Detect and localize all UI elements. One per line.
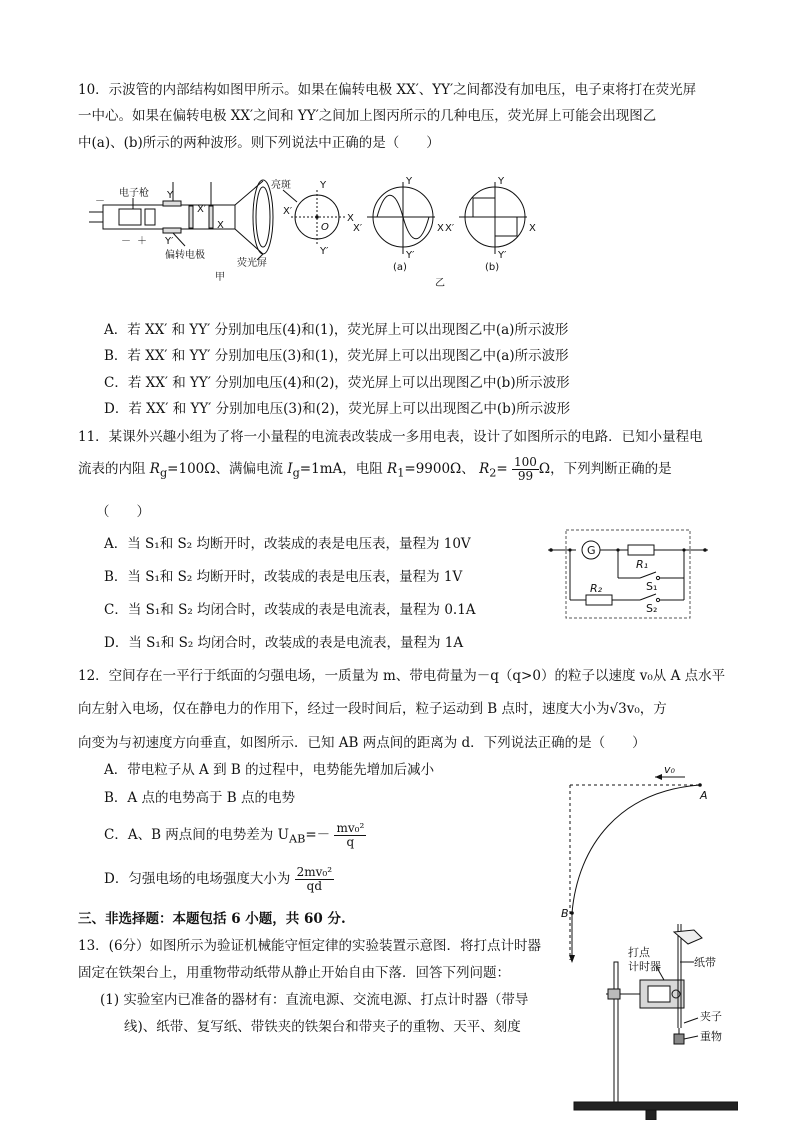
q11-line2 bbox=[78, 456, 672, 483]
q11-option-c: C．当 S₁和 S₂ 均闭合时，改装成的表是电流表，量程为 0.1A bbox=[104, 602, 476, 618]
q12-line2 bbox=[78, 697, 667, 717]
q13-line4: 线)、纸带、复写纸、带铁夹的铁架台和带夹子的重物、天平、刻度 bbox=[124, 1019, 521, 1035]
q12-option-d-numerator: 2mv₀² bbox=[296, 865, 333, 879]
q12-option-d-denominator: qd bbox=[306, 879, 323, 893]
q12-option-c-denominator: q bbox=[346, 835, 355, 849]
q11-ig-symbol: I bbox=[287, 461, 293, 477]
q12-option-d bbox=[104, 866, 334, 893]
q10-a-X: X bbox=[437, 223, 444, 234]
q11-circuit-figure bbox=[548, 528, 708, 623]
q12-line3: 向变为与初速度方向垂直，如图所示．已知 AB 两点间的距离为 d．下列说法正确的是（ ） bbox=[78, 735, 646, 751]
q11-r2-unit: Ω，下列判断正确的是 bbox=[538, 461, 672, 477]
q11-rg-sub: g bbox=[159, 466, 168, 480]
q10-label-minus-left: － bbox=[95, 196, 105, 207]
q11-r2-eq: = bbox=[496, 461, 508, 477]
q13-label-timer1: 打点 bbox=[628, 946, 650, 959]
q13-label-tape: 纸带 bbox=[694, 956, 716, 969]
q10-label-deflect: 偏转电极 bbox=[165, 250, 205, 261]
q10-option-a: A．若 XX′ 和 YY′ 分别加电压(4)和(1)，荧光屏上可以出现图乙中(a)所示波形 bbox=[104, 322, 569, 338]
q13-line1: 13．(6分）如图所示为验证机械能守恒定律的实验装置示意图．将打点计时器 bbox=[78, 938, 542, 954]
q11-r1-value: =9900Ω、 bbox=[404, 461, 475, 477]
q11-rg-symbol: R bbox=[149, 461, 160, 477]
q10-screen-Y: Y bbox=[320, 180, 327, 191]
q12-option-c-eq: =－ bbox=[305, 827, 331, 843]
q12-speed: √3v₀，方 bbox=[609, 701, 667, 717]
q11-line1: 11．某课外兴趣小组为了将一小量程的电流表改装成一多用电表，设计了如图所示的电路．已知小量程电 bbox=[78, 429, 703, 445]
q10-a-Y: Y bbox=[406, 176, 413, 187]
q10-screen-X: X bbox=[347, 213, 354, 224]
q12-option-c-fraction bbox=[334, 822, 366, 849]
q10-label-b: (b) bbox=[485, 262, 500, 273]
q10-label-screen: 荧光屏 bbox=[237, 258, 267, 269]
q10-option-d: D．若 XX′ 和 YY′ 分别加电压(3)和(2)，荧光屏上可以出现图乙中(b)所示波形 bbox=[104, 401, 571, 417]
q10-line2: 一中心。如果在偏转电极 XX′之间和 YY′之间加上图丙所示的几种电压，荧光屏上可能会出现图乙 bbox=[78, 108, 657, 124]
q13-apparatus-figure bbox=[568, 922, 738, 1120]
q12-option-c-text: C．A、B 两点间的电势差为 U bbox=[104, 827, 289, 843]
q11-option-d: D．当 S₁和 S₂ 均闭合时，改装成的表是电流表，量程为 1A bbox=[104, 635, 464, 651]
q10-line3: 中(a)、(b)所示的两种波形。则下列说法中正确的是（ ） bbox=[78, 135, 440, 151]
q10-screen-Yp: Y′ bbox=[320, 246, 329, 257]
q11-label-s2: S₂ bbox=[646, 602, 658, 615]
q11-paren: （ ） bbox=[96, 504, 150, 520]
q12-label-v0: v₀ bbox=[664, 765, 675, 776]
q11-r2-sub: 2 bbox=[489, 466, 497, 480]
q10-tube-Xp: X′ bbox=[197, 204, 207, 215]
q12-line1: 12．空间存在一平行于纸面的匀强电场，一质量为 m、带电荷量为－q（q>0）的粒子以速度 v₀从 A 点水平 bbox=[78, 668, 726, 684]
q11-r1-symbol: R bbox=[387, 461, 398, 477]
q11-r1-sub: 1 bbox=[397, 466, 405, 480]
q10-b-X: X bbox=[529, 223, 536, 234]
q10-line1: 10．示波管的内部结构如图甲所示。如果在偏转电极 XX′、YY′之间都没有加电压，电子束将打在荧光屏 bbox=[78, 82, 697, 98]
q11-r2-numerator: 100 bbox=[514, 455, 537, 469]
q10-a-Xp: X′ bbox=[353, 223, 363, 234]
q12-option-c-sub: AB bbox=[288, 832, 306, 846]
q13-line3: (1) 实验室内已准备的器材有：直流电源、交流电源、打点计时器（带导 bbox=[100, 992, 529, 1008]
q13-label-clip: 夹子 bbox=[700, 1010, 722, 1023]
q11-label-s1: S₁ bbox=[646, 580, 658, 593]
q11-ig-value: =1mA，电阻 bbox=[299, 461, 383, 477]
q10-b-Yp: Y′ bbox=[498, 250, 507, 261]
q12-label-a: A bbox=[700, 789, 708, 802]
q12-option-b: B．A 点的电势高于 B 点的电势 bbox=[104, 790, 295, 806]
q11-galvanometer: G bbox=[587, 544, 596, 557]
section-3-title: 三、非选择题：本题包括 6 小题，共 60 分. bbox=[78, 911, 346, 927]
q12-option-c bbox=[104, 822, 366, 849]
q10-option-b: B．若 XX′ 和 YY′ 分别加电压(3)和(1)，荧光屏上可以出现图乙中(a)所示波形 bbox=[104, 348, 569, 364]
q10-label-minus: － bbox=[121, 236, 131, 247]
q10-label-spot: 亮斑 bbox=[271, 180, 291, 191]
q11-text-intro: 流表的内阻 bbox=[78, 461, 146, 477]
q10-label-gun: 电子枪 bbox=[119, 188, 149, 199]
q10-a-Yp: Y′ bbox=[406, 250, 415, 261]
q10-screen-Xp: X′ bbox=[283, 206, 293, 217]
q11-label-r1: R₁ bbox=[636, 558, 649, 571]
q10-label-jia: 甲 bbox=[215, 272, 225, 283]
q12-option-c-numerator: mv₀² bbox=[336, 821, 365, 835]
q10-label-yi: 乙 bbox=[435, 278, 445, 289]
q11-r2-fraction bbox=[512, 456, 539, 483]
q10-screen-O: O bbox=[321, 222, 329, 233]
q10-tube-Y: Y bbox=[167, 190, 174, 201]
q10-tube-Yp: Y′ bbox=[165, 236, 174, 247]
q11-r2-symbol: R bbox=[479, 461, 490, 477]
q10-b-Y: Y bbox=[498, 176, 505, 187]
q11-option-b: B．当 S₁和 S₂ 均断开时，改装成的表是电压表，量程为 1V bbox=[104, 569, 463, 585]
q10-label-a: (a) bbox=[393, 262, 407, 273]
q12-label-b: B bbox=[561, 907, 569, 920]
q13-line2: 固定在铁架台上，用重物带动纸带从静止开始自由下落．回答下列问题： bbox=[78, 965, 510, 981]
q10-figure bbox=[85, 168, 555, 293]
q12-option-d-fraction bbox=[295, 866, 334, 893]
q13-label-weight: 重物 bbox=[700, 1030, 722, 1043]
q10-option-c: C．若 XX′ 和 YY′ 分别加电压(4)和(2)，荧光屏上可以出现图乙中(b)所示波形 bbox=[104, 375, 570, 391]
q11-ig-sub: g bbox=[292, 466, 300, 480]
q12-option-a: A．带电粒子从 A 到 B 的过程中，电势能先增加后减小 bbox=[104, 762, 435, 778]
q10-tube-X: X bbox=[217, 220, 224, 231]
q13-label-timer2: 计时器 bbox=[628, 960, 661, 973]
q10-label-plus: ＋ bbox=[137, 236, 147, 247]
q11-label-r2: R₂ bbox=[590, 582, 603, 595]
q12-line2-text: 向左射入电场，仅在静电力的作用下，经过一段时间后，粒子运动到 B 点时，速度大小为 bbox=[78, 701, 610, 717]
q10-b-Xp: X′ bbox=[445, 223, 455, 234]
q11-option-a: A．当 S₁和 S₂ 均断开时，改装成的表是电压表，量程为 10V bbox=[104, 536, 471, 552]
q12-option-d-text: D．匀强电场的电场强度大小为 bbox=[104, 871, 291, 887]
q11-r2-denominator: 99 bbox=[517, 469, 534, 483]
q11-rg-value: =100Ω、满偏电流 bbox=[167, 461, 283, 477]
